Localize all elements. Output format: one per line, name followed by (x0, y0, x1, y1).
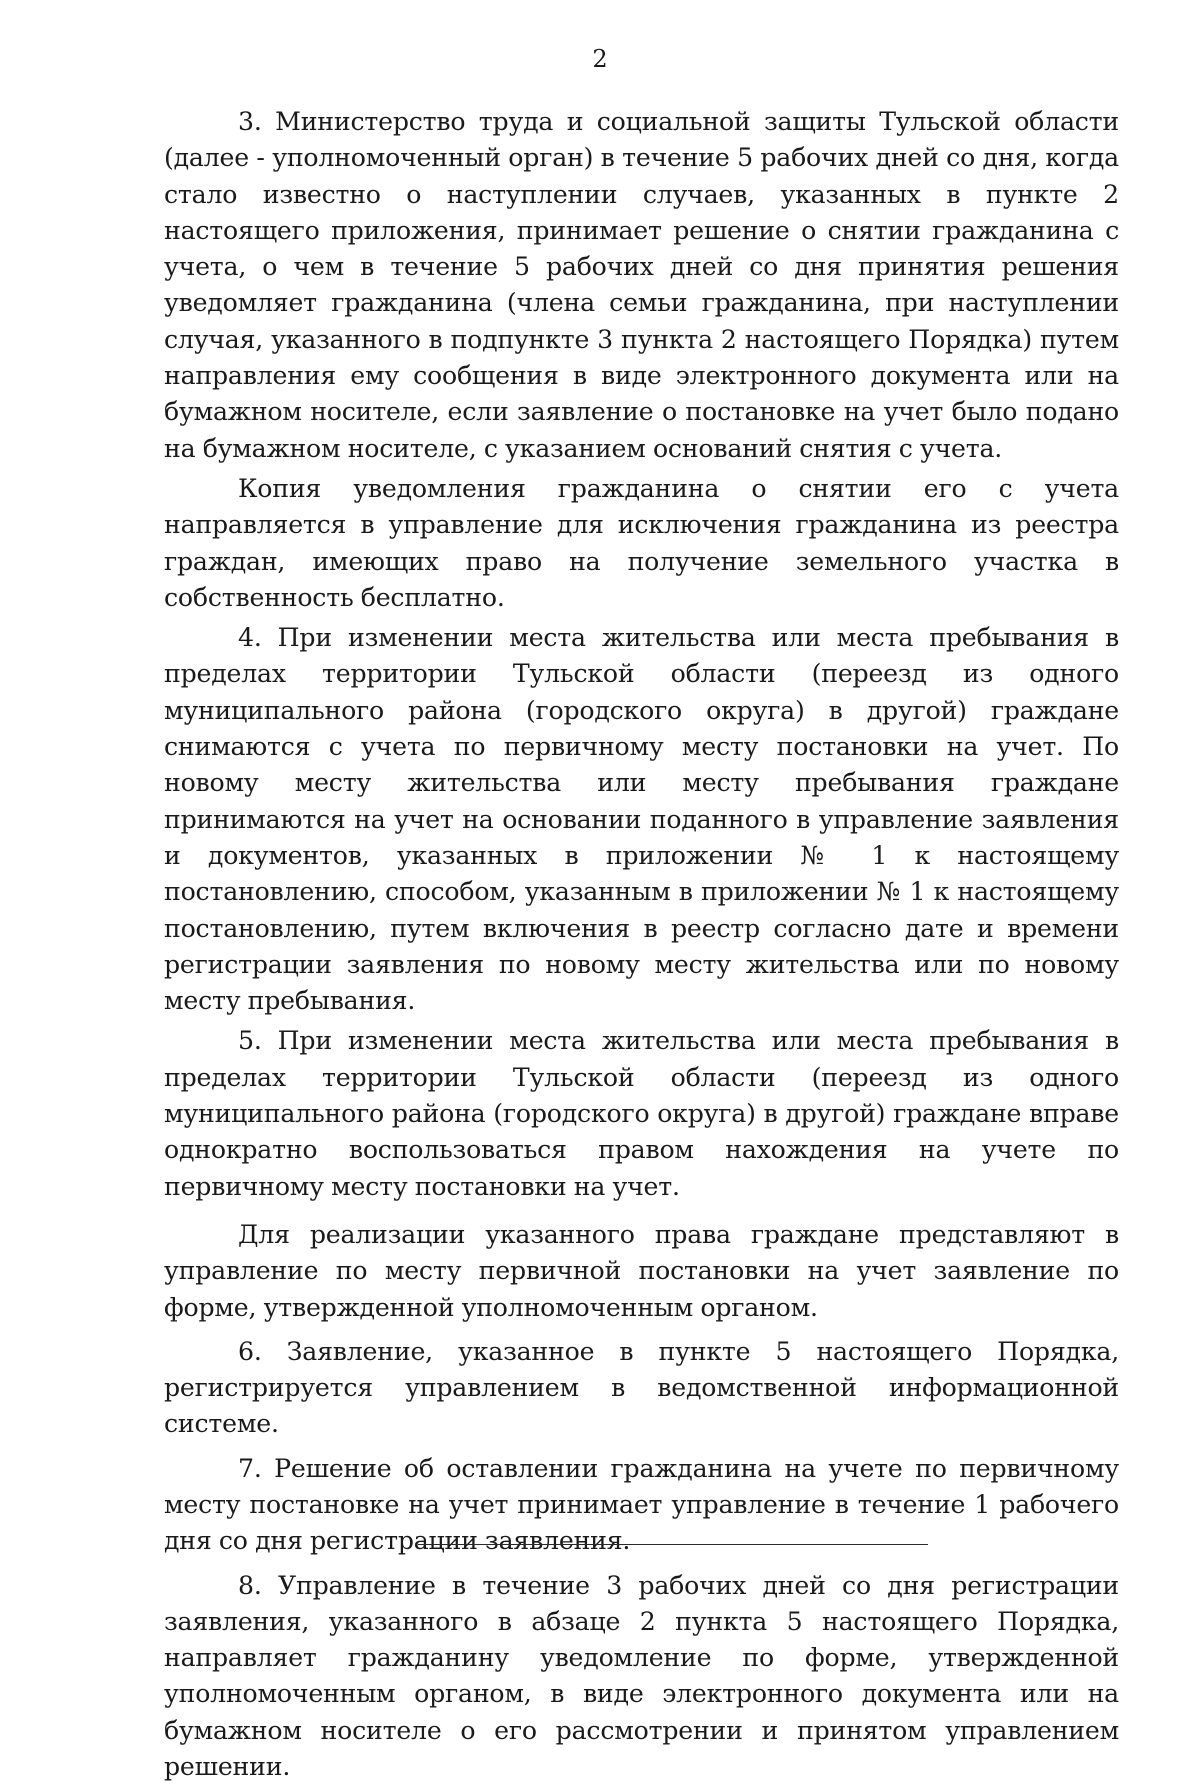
paragraph-item-5: 5. При изменении места жительства или места пребывания в пределах территории Тульской области (переезд из одного муниципального района (городского округа) в другой) граждане вправе однократно воспользоваться правом нахождения на учете по первичному месту постановки на учет. (164, 1026, 1119, 1201)
paragraph-item-8: 8. Управление в течение 3 рабочих дней со дня регистрации заявления, указанного в абзаце 2 пункта 5 настоящего Порядка, направляет гражданину уведомление по форме, утвержденной уполномоченным органом, в виде электронного документа или на бумажном носителе о его рассмотрении и принятом управлением решении. (164, 1570, 1119, 1782)
paragraph-right-realization: Для реализации указанного права граждане представляют в управление по месту первичной постановки на учет заявление по форме, утвержденной уполномоченным органом. (164, 1219, 1119, 1322)
paragraph-item-4: 4. При изменении места жительства или места пребывания в пределах территории Тульской области (переезд из одного муниципального района (городского округа) в другой) граждане снимаются с учета по первичному месту постановки на учет. По новому месту жительства или месту пребывания граждане принимаются на учет на основании поданного в управление заявления и документов, указанных в приложении № 1 к настоящему постановлению, способом, указанным в приложении № 1 к настоящему постановлению, путем включения в реестр согласно дате и времени регистрации заявления по новому месту жительства или по новому месту пребывания. (164, 623, 1119, 1016)
paragraph-copy-notice: Копия уведомления гражданина о снятии его с учета направляется в управление для исключения гражданина из реестра граждан, имеющих право на получение земельного участка в собственность бесплатно. (164, 473, 1119, 612)
document-body (164, 104, 1119, 1785)
end-of-document-line (418, 1544, 928, 1545)
paragraph-item-3: 3. Министерство труда и социальной защиты Тульской области (далее - уполномоченный орган) в течение 5 рабочих дней со дня, когда стало известно о наступлении случаев, указанных в пункте 2 настоящего приложения, принимает решение о снятии гражданина с учета, о чем в течение 5 рабочих дней со дня принятия решения уведомляет гражданина (члена семьи гражданина, при наступлении случая, указанного в подпункте 3 пункта 2 настоящего Порядка) путем направления ему сообщения в виде электронного документа или на бумажном носителе, если заявление о постановке на учет было подано на бумажном носителе, с указанием оснований снятия с учета. (164, 107, 1119, 463)
paragraph-item-7: 7. Решение об оставлении гражданина на учете по первичному месту постановке на учет принимает управление в течение 1 рабочего дня со дня регистрации заявления. (164, 1453, 1119, 1556)
paragraph-item-6: 6. Заявление, указанное в пункте 5 настоящего Порядка, регистрируется управлением в ведомственной информационной системе. (164, 1336, 1119, 1439)
page-number: 2 (592, 45, 608, 73)
